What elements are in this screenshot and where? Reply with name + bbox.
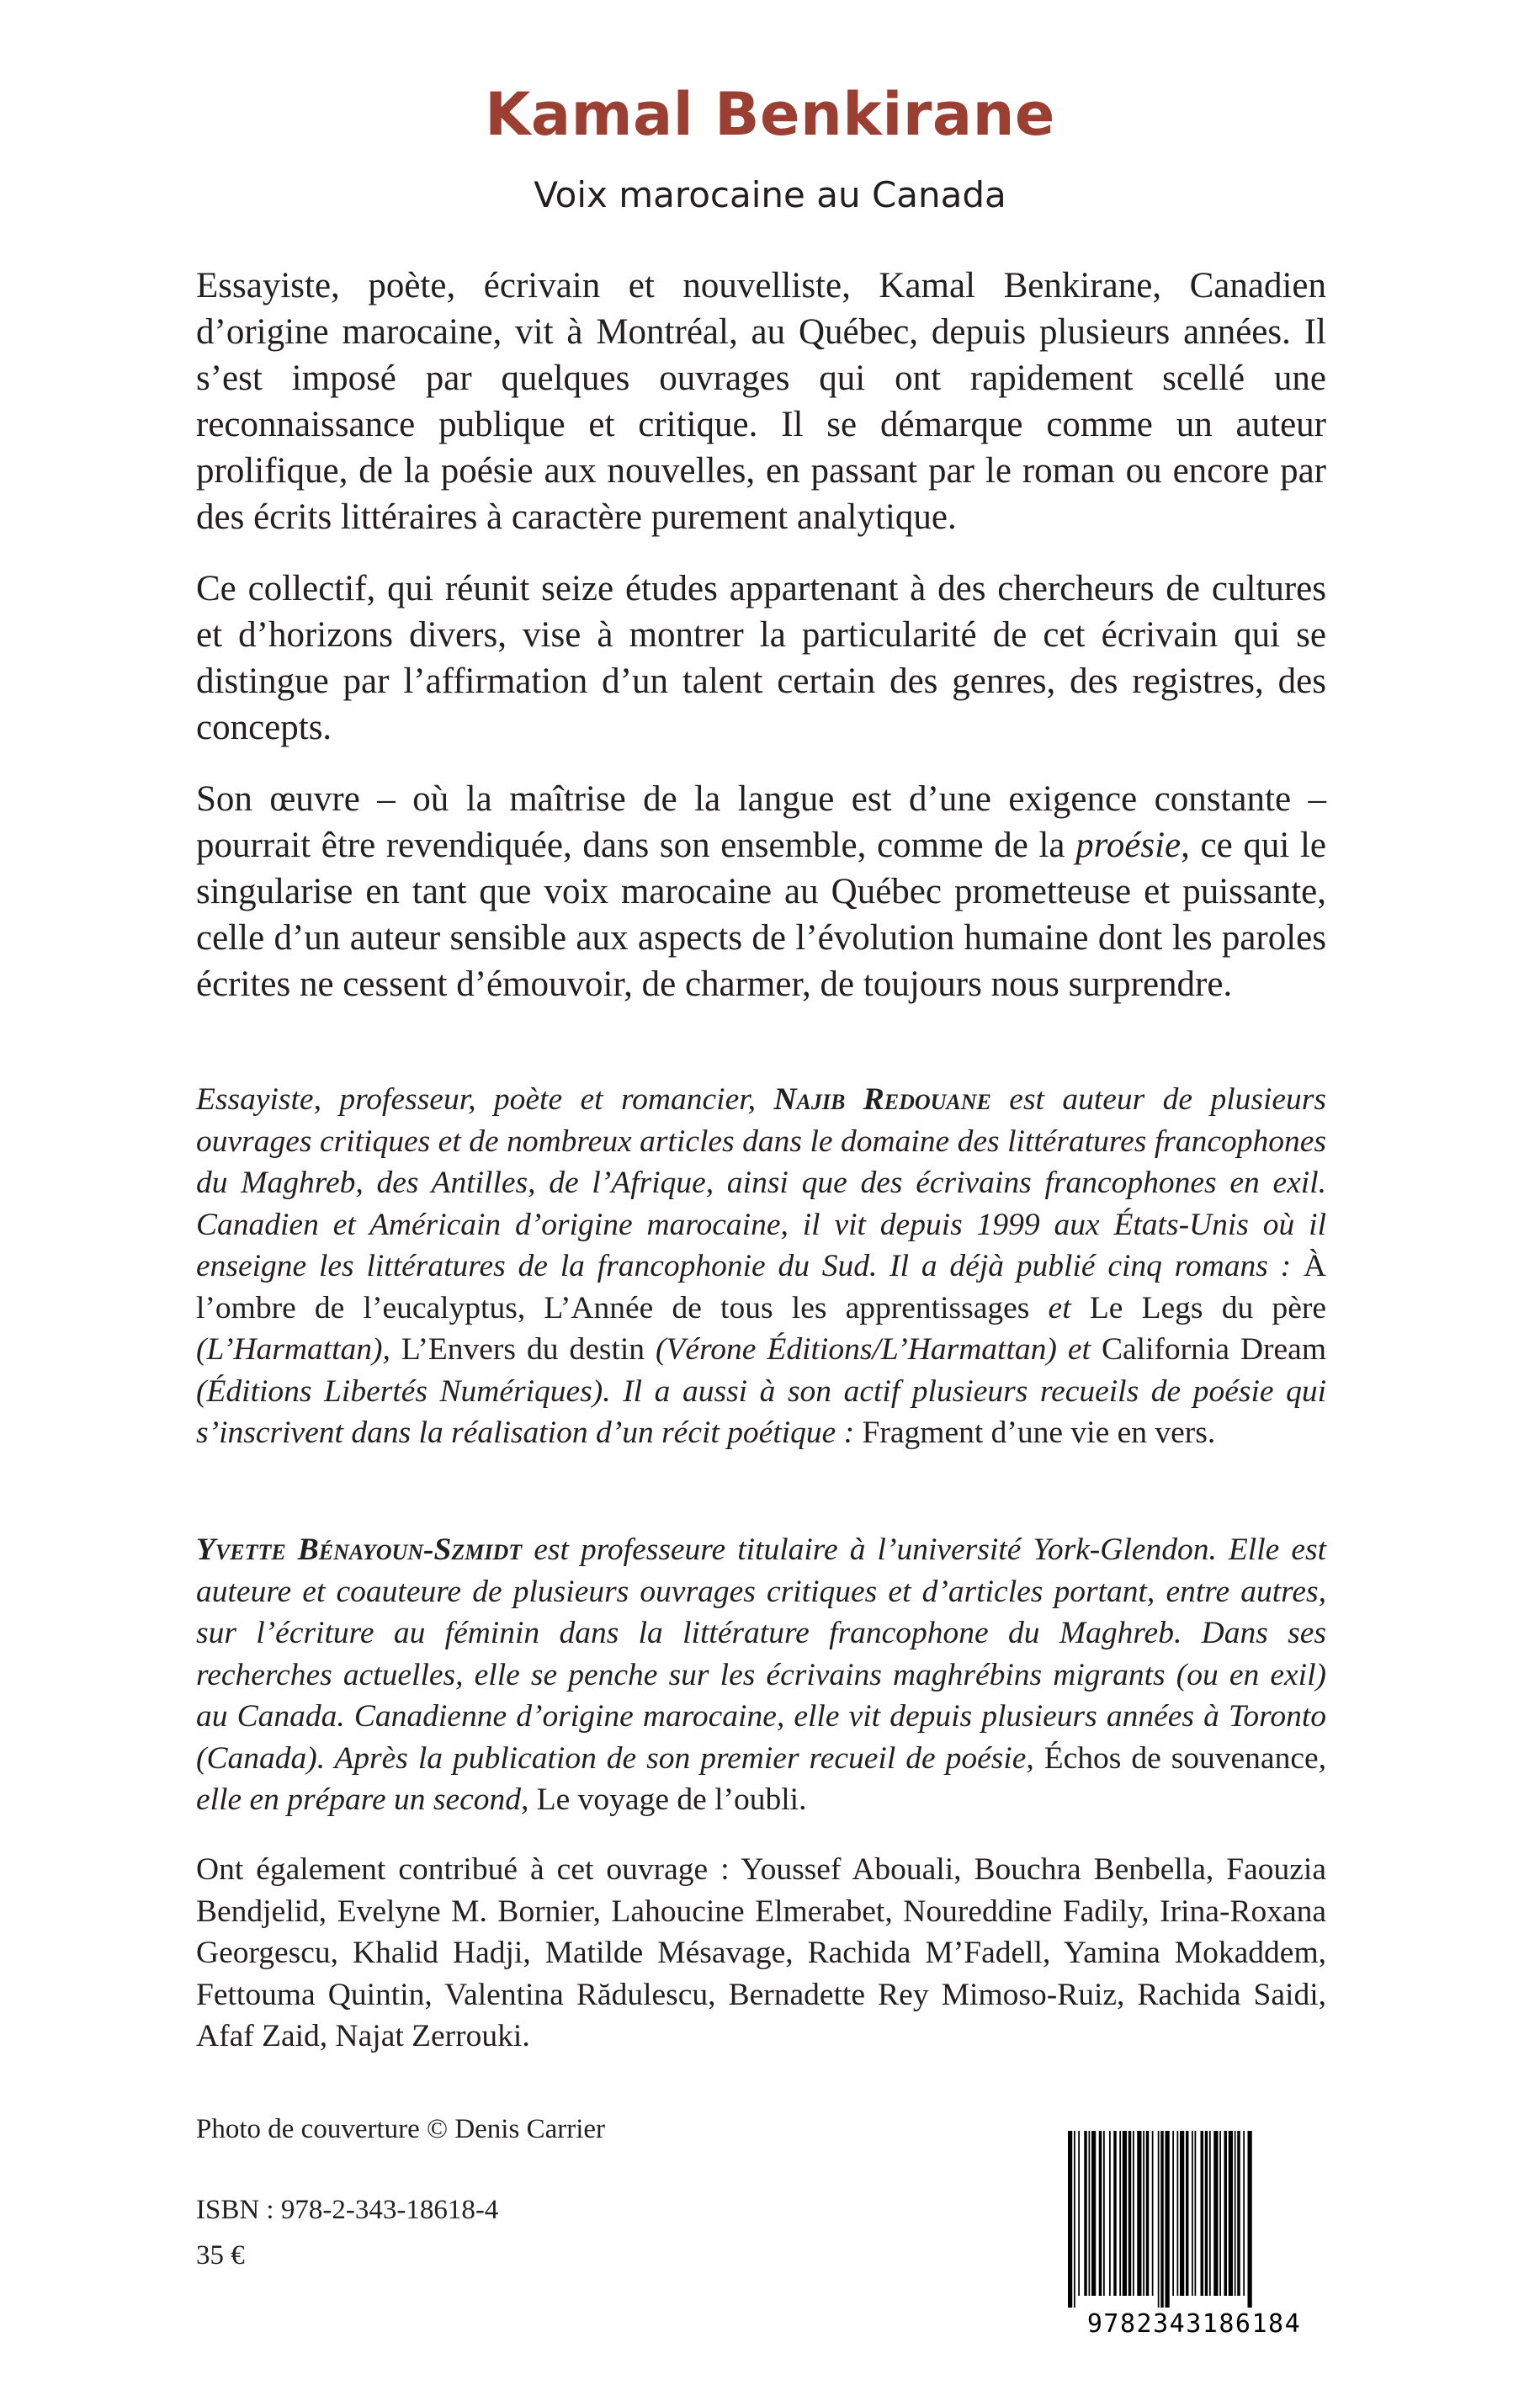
barcode-bar xyxy=(1128,2131,1132,2296)
author-name-redouane: Najib Redouane xyxy=(773,1082,991,1117)
summary-paragraph-2: Ce collectif, qui réunit seize études appartenant à des chercheurs de cultures et d’horizons divers, vise à montrer la particularité de cet écrivain qui se distingue par l’affirmation d’un talent certain des genres, des registres, des concepts. xyxy=(196,569,1326,747)
barcode-bar xyxy=(1152,2131,1154,2296)
barcode-bar xyxy=(1235,2131,1236,2296)
barcode-bar xyxy=(1172,2131,1174,2296)
barcode-bar xyxy=(1160,2131,1164,2308)
barcode-bar xyxy=(1248,2131,1252,2308)
photo-credit: Photo de couverture © Denis Carrier xyxy=(196,2114,606,2144)
author-bio-redouane: Essayiste, professeur, poète et romancier, Najib Redouane est auteur de plusieurs ouvrages critiques et de nombreux articles dans le domaine des littératures francophones du Maghreb, des Antilles, de l’Afrique, ainsi que des écrivains francophones en exil. Canadien et Américain d’origine marocaine, il vit depuis 1999 aux États-Unis où il enseigne les littératures de la francophonie du Sud. Il a déjà publié cinq romans : À l’ombre de l’eucalyptus, L’Année de tous les apprentissages et Le Legs du père (L’Harmattan), L’Envers du destin (Vérone Éditions/L’Harmattan) et California Dream (Éditions Libertés Numériques). Il a aussi à son actif plusieurs recueils de poésie qui s’inscrivent dans la réalisation d’un récit poétique : Fragment d’une vie en vers. xyxy=(196,1082,1326,1450)
barcode-bar xyxy=(1186,2131,1189,2296)
barcode-bar xyxy=(1201,2131,1204,2296)
barcode-bar xyxy=(1137,2131,1141,2296)
barcode-bar xyxy=(1219,2131,1221,2296)
barcode-bar xyxy=(1091,2131,1096,2296)
book-title-envers: L’Envers du destin xyxy=(401,1332,645,1367)
contributors-list: Ont également contribué à cet ouvrage : Youssef Abouali, Bouchra Benbella, Faouzia Bendjelid, Evelyne M. Bornier, Lahoucine Elmerabet, Noureddine Fadily, Irina-Roxana Georgescu, Khalid Hadji, Matilde Mésavage, Rachida M’Fadell, Yamina Mokaddem, Fettouma Quintin, Valentina Rădulescu, Bernadette Rey Mimoso-Ruiz, Rachida Saidi, Afaf Zaid, Najat Zerrouki. xyxy=(196,1852,1326,2053)
book-title-legs: Le Legs du père xyxy=(1089,1290,1326,1325)
barcode-digits: 9782343186184 xyxy=(1086,2309,1302,2338)
book-title-eucalyptus: À l’ombre de l’eucalyptus xyxy=(196,1249,1326,1325)
barcode-bar xyxy=(1224,2131,1228,2296)
summary-paragraph-1: Essayiste, poète, écrivain et nouvelliste, Kamal Benkirane, Canadien d’origine marocaine, vit à Montréal, au Québec, depuis plusieurs années. Il s’est imposé par quelques ouvrages qui ont rapidement scellé une reconnaissance publique et critique. Il se démarque comme un auteur prolifique, de la poésie aux nouvelles, en passant par le roman ou encore par des écrits littéraires à caractère purement analytique. xyxy=(196,266,1326,537)
book-title-apprentissages: L’Année de tous les apprentissages xyxy=(544,1290,1030,1325)
barcode-bar xyxy=(1205,2131,1208,2296)
barcode-bar xyxy=(1133,2131,1134,2296)
book-title-voyage: Le voyage de l’oubli. xyxy=(536,1782,807,1817)
book-title-echos: Échos de souvenance xyxy=(1043,1740,1319,1776)
barcode-bar xyxy=(1068,2131,1072,2308)
isbn: ISBN : 978-2-343-18618-4 xyxy=(196,2195,499,2225)
author-bio-benayoun: Yvette Bénayoun-Szmidt est professeure titulaire à l’université York-Glendon. Elle est auteure et coauteure de plusieurs ouvrages critiques et d’articles portant, entre autres, sur l’écriture au féminin dans la littérature francophone du Maghreb. Dans ses recherches actuelles, elle se penche sur les écrivains maghrébins migrants (ou en exil) au Canada. Canadienne d’origine marocaine, elle vit depuis plusieurs années à Toronto (Canada). Après la publication de son premier recueil de poésie, Échos de souvenance, elle en prépare un second, Le voyage de l’oubli. xyxy=(196,1532,1326,1817)
book-title-california: California Dream xyxy=(1101,1332,1326,1367)
barcode-icon xyxy=(1065,2127,1324,2338)
emphasis-proesie: proésie xyxy=(1075,826,1182,865)
barcode-bar xyxy=(1146,2131,1150,2296)
barcode-bar xyxy=(1119,2131,1121,2296)
barcode-bar xyxy=(1158,2131,1160,2308)
barcode-bar xyxy=(1213,2131,1218,2296)
barcode-bar xyxy=(1192,2131,1193,2296)
barcode-bar xyxy=(1113,2131,1117,2296)
barcode-bar xyxy=(1166,2131,1170,2308)
book-title: Kamal Benkirane xyxy=(485,80,1055,149)
author-name-benayoun: Yvette Bénayoun-Szmidt xyxy=(196,1532,523,1567)
barcode-bar xyxy=(1109,2131,1111,2296)
barcode-bar xyxy=(1078,2131,1080,2296)
barcode-bar xyxy=(1103,2131,1105,2296)
barcode-bar xyxy=(1237,2131,1240,2296)
book-subtitle: Voix marocaine au Canada xyxy=(534,174,1006,215)
barcode-bar xyxy=(1143,2131,1144,2296)
barcode-bar xyxy=(1089,2131,1091,2296)
barcode-bar xyxy=(1074,2131,1075,2308)
barcode-bar xyxy=(1180,2131,1184,2296)
barcode-bar xyxy=(1099,2131,1102,2296)
barcode-bar xyxy=(1209,2131,1211,2296)
price: 35 € xyxy=(196,2240,245,2271)
book-title-fragment: Fragment d’une vie en vers. xyxy=(862,1416,1216,1450)
barcode-bar xyxy=(1229,2131,1233,2296)
barcode-bar xyxy=(1195,2131,1197,2296)
summary-paragraph-3: Son œuvre – où la maîtrise de la langue est d’une exigence constante – pourrait être revendiquée, dans son ensemble, comme de la proésie, ce qui le singularise en tant que voix marocaine au Québec prometteuse et puissante, celle d’un auteur sensible aux aspects de l’évolution humaine dont les paroles écrites ne cessent d’émouvoir, de charmer, de toujours nous surprendre. xyxy=(196,779,1326,1004)
barcode-bar xyxy=(1177,2131,1179,2296)
barcode-bar xyxy=(1123,2131,1127,2296)
barcode-bar xyxy=(1084,2131,1087,2296)
barcode-bar xyxy=(1243,2131,1245,2296)
